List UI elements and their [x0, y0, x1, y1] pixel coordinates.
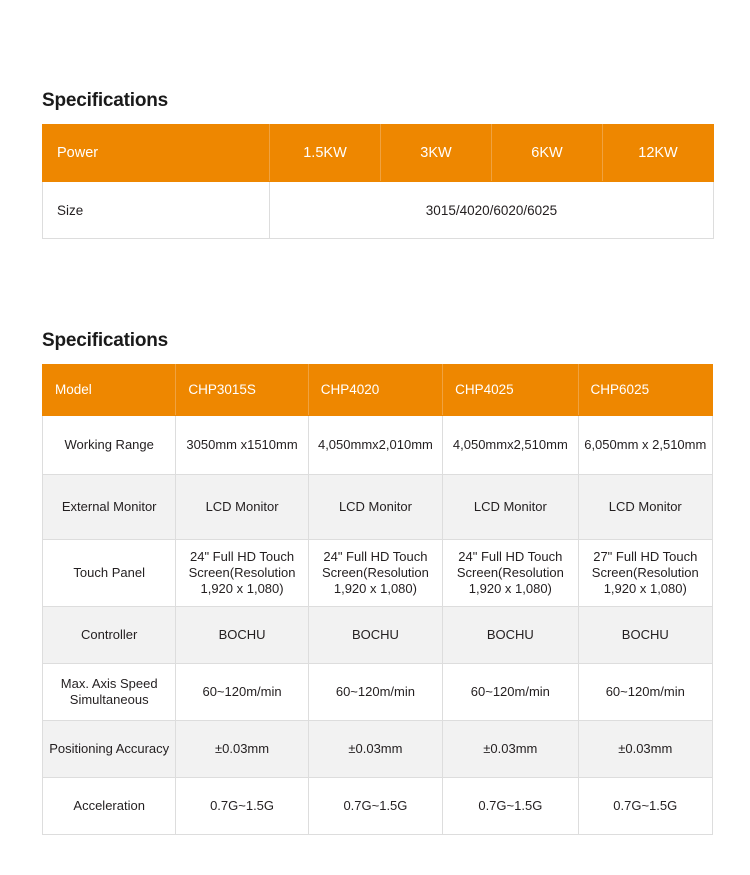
cell-touch-panel-3: 24" Full HD Touch Screen(Resolution 1,920 x 1,080) [443, 540, 578, 607]
column-header-power-4: 12KW [603, 125, 714, 182]
column-header-model-3: CHP4025 [443, 365, 578, 416]
cell-working-range-4: 6,050mm x 2,510mm [578, 416, 712, 475]
cell-max-axis-speed-2: 60~120m/min [308, 664, 442, 721]
table-row-touch-panel [43, 540, 713, 607]
power-specifications-table [42, 124, 714, 239]
column-header-model-1: CHP3015S [176, 365, 308, 416]
row-label-positioning-accuracy: Positioning Accuracy [43, 721, 176, 778]
cell-positioning-accuracy-1: ±0.03mm [176, 721, 308, 778]
table-header-row [43, 365, 713, 416]
cell-acceleration-2: 0.7G~1.5G [308, 778, 442, 835]
cell-touch-panel-2: 24" Full HD Touch Screen(Resolution 1,920 x 1,080) [308, 540, 442, 607]
page-title-power-specifications: Specifications [42, 90, 169, 111]
cell-controller-1: BOCHU [176, 607, 308, 664]
row-label-controller: Controller [43, 607, 176, 664]
row-label-max-axis-speed: Max. Axis Speed Simultaneous [43, 664, 176, 721]
column-header-model-4: CHP6025 [578, 365, 712, 416]
row-value-size: 3015/4020/6020/6025 [270, 182, 714, 239]
column-header-power-1: 1.5KW [270, 125, 381, 182]
cell-external-monitor-3: LCD Monitor [443, 475, 578, 540]
cell-touch-panel-1: 24" Full HD Touch Screen(Resolution 1,920 x 1,080) [176, 540, 308, 607]
table-header-row [43, 125, 714, 182]
cell-acceleration-1: 0.7G~1.5G [176, 778, 308, 835]
cell-working-range-1: 3050mm x1510mm [176, 416, 308, 475]
row-label-external-monitor: External Monitor [43, 475, 176, 540]
column-header-model-2: CHP4020 [308, 365, 442, 416]
cell-max-axis-speed-1: 60~120m/min [176, 664, 308, 721]
cell-working-range-3: 4,050mmx2,510mm [443, 416, 578, 475]
cell-controller-3: BOCHU [443, 607, 578, 664]
row-label-touch-panel: Touch Panel [43, 540, 176, 607]
column-header-power-2: 3KW [381, 125, 492, 182]
cell-external-monitor-1: LCD Monitor [176, 475, 308, 540]
table-row-acceleration [43, 778, 713, 835]
cell-external-monitor-4: LCD Monitor [578, 475, 712, 540]
specifications-section-model [42, 330, 713, 835]
column-header-model: Model [43, 365, 176, 416]
cell-acceleration-4: 0.7G~1.5G [578, 778, 712, 835]
cell-controller-4: BOCHU [578, 607, 712, 664]
model-specifications-table [42, 364, 713, 835]
cell-max-axis-speed-4: 60~120m/min [578, 664, 712, 721]
cell-working-range-2: 4,050mmx2,010mm [308, 416, 442, 475]
page-title-model-specifications: Specifications [42, 330, 169, 351]
cell-max-axis-speed-3: 60~120m/min [443, 664, 578, 721]
table-row-controller [43, 607, 713, 664]
row-label-acceleration: Acceleration [43, 778, 176, 835]
row-label-working-range: Working Range [43, 416, 176, 475]
table-row-max-axis-speed [43, 664, 713, 721]
table-row-positioning-accuracy [43, 721, 713, 778]
row-label-size: Size [43, 182, 270, 239]
table-row-size [43, 182, 714, 239]
cell-touch-panel-4: 27" Full HD Touch Screen(Resolution 1,920 x 1,080) [578, 540, 712, 607]
cell-positioning-accuracy-4: ±0.03mm [578, 721, 712, 778]
cell-external-monitor-2: LCD Monitor [308, 475, 442, 540]
table-row-working-range [43, 416, 713, 475]
cell-acceleration-3: 0.7G~1.5G [443, 778, 578, 835]
column-header-power: Power [43, 125, 270, 182]
column-header-power-3: 6KW [492, 125, 603, 182]
cell-controller-2: BOCHU [308, 607, 442, 664]
specifications-section-power [42, 90, 713, 239]
table-row-external-monitor [43, 475, 713, 540]
cell-positioning-accuracy-3: ±0.03mm [443, 721, 578, 778]
cell-positioning-accuracy-2: ±0.03mm [308, 721, 442, 778]
